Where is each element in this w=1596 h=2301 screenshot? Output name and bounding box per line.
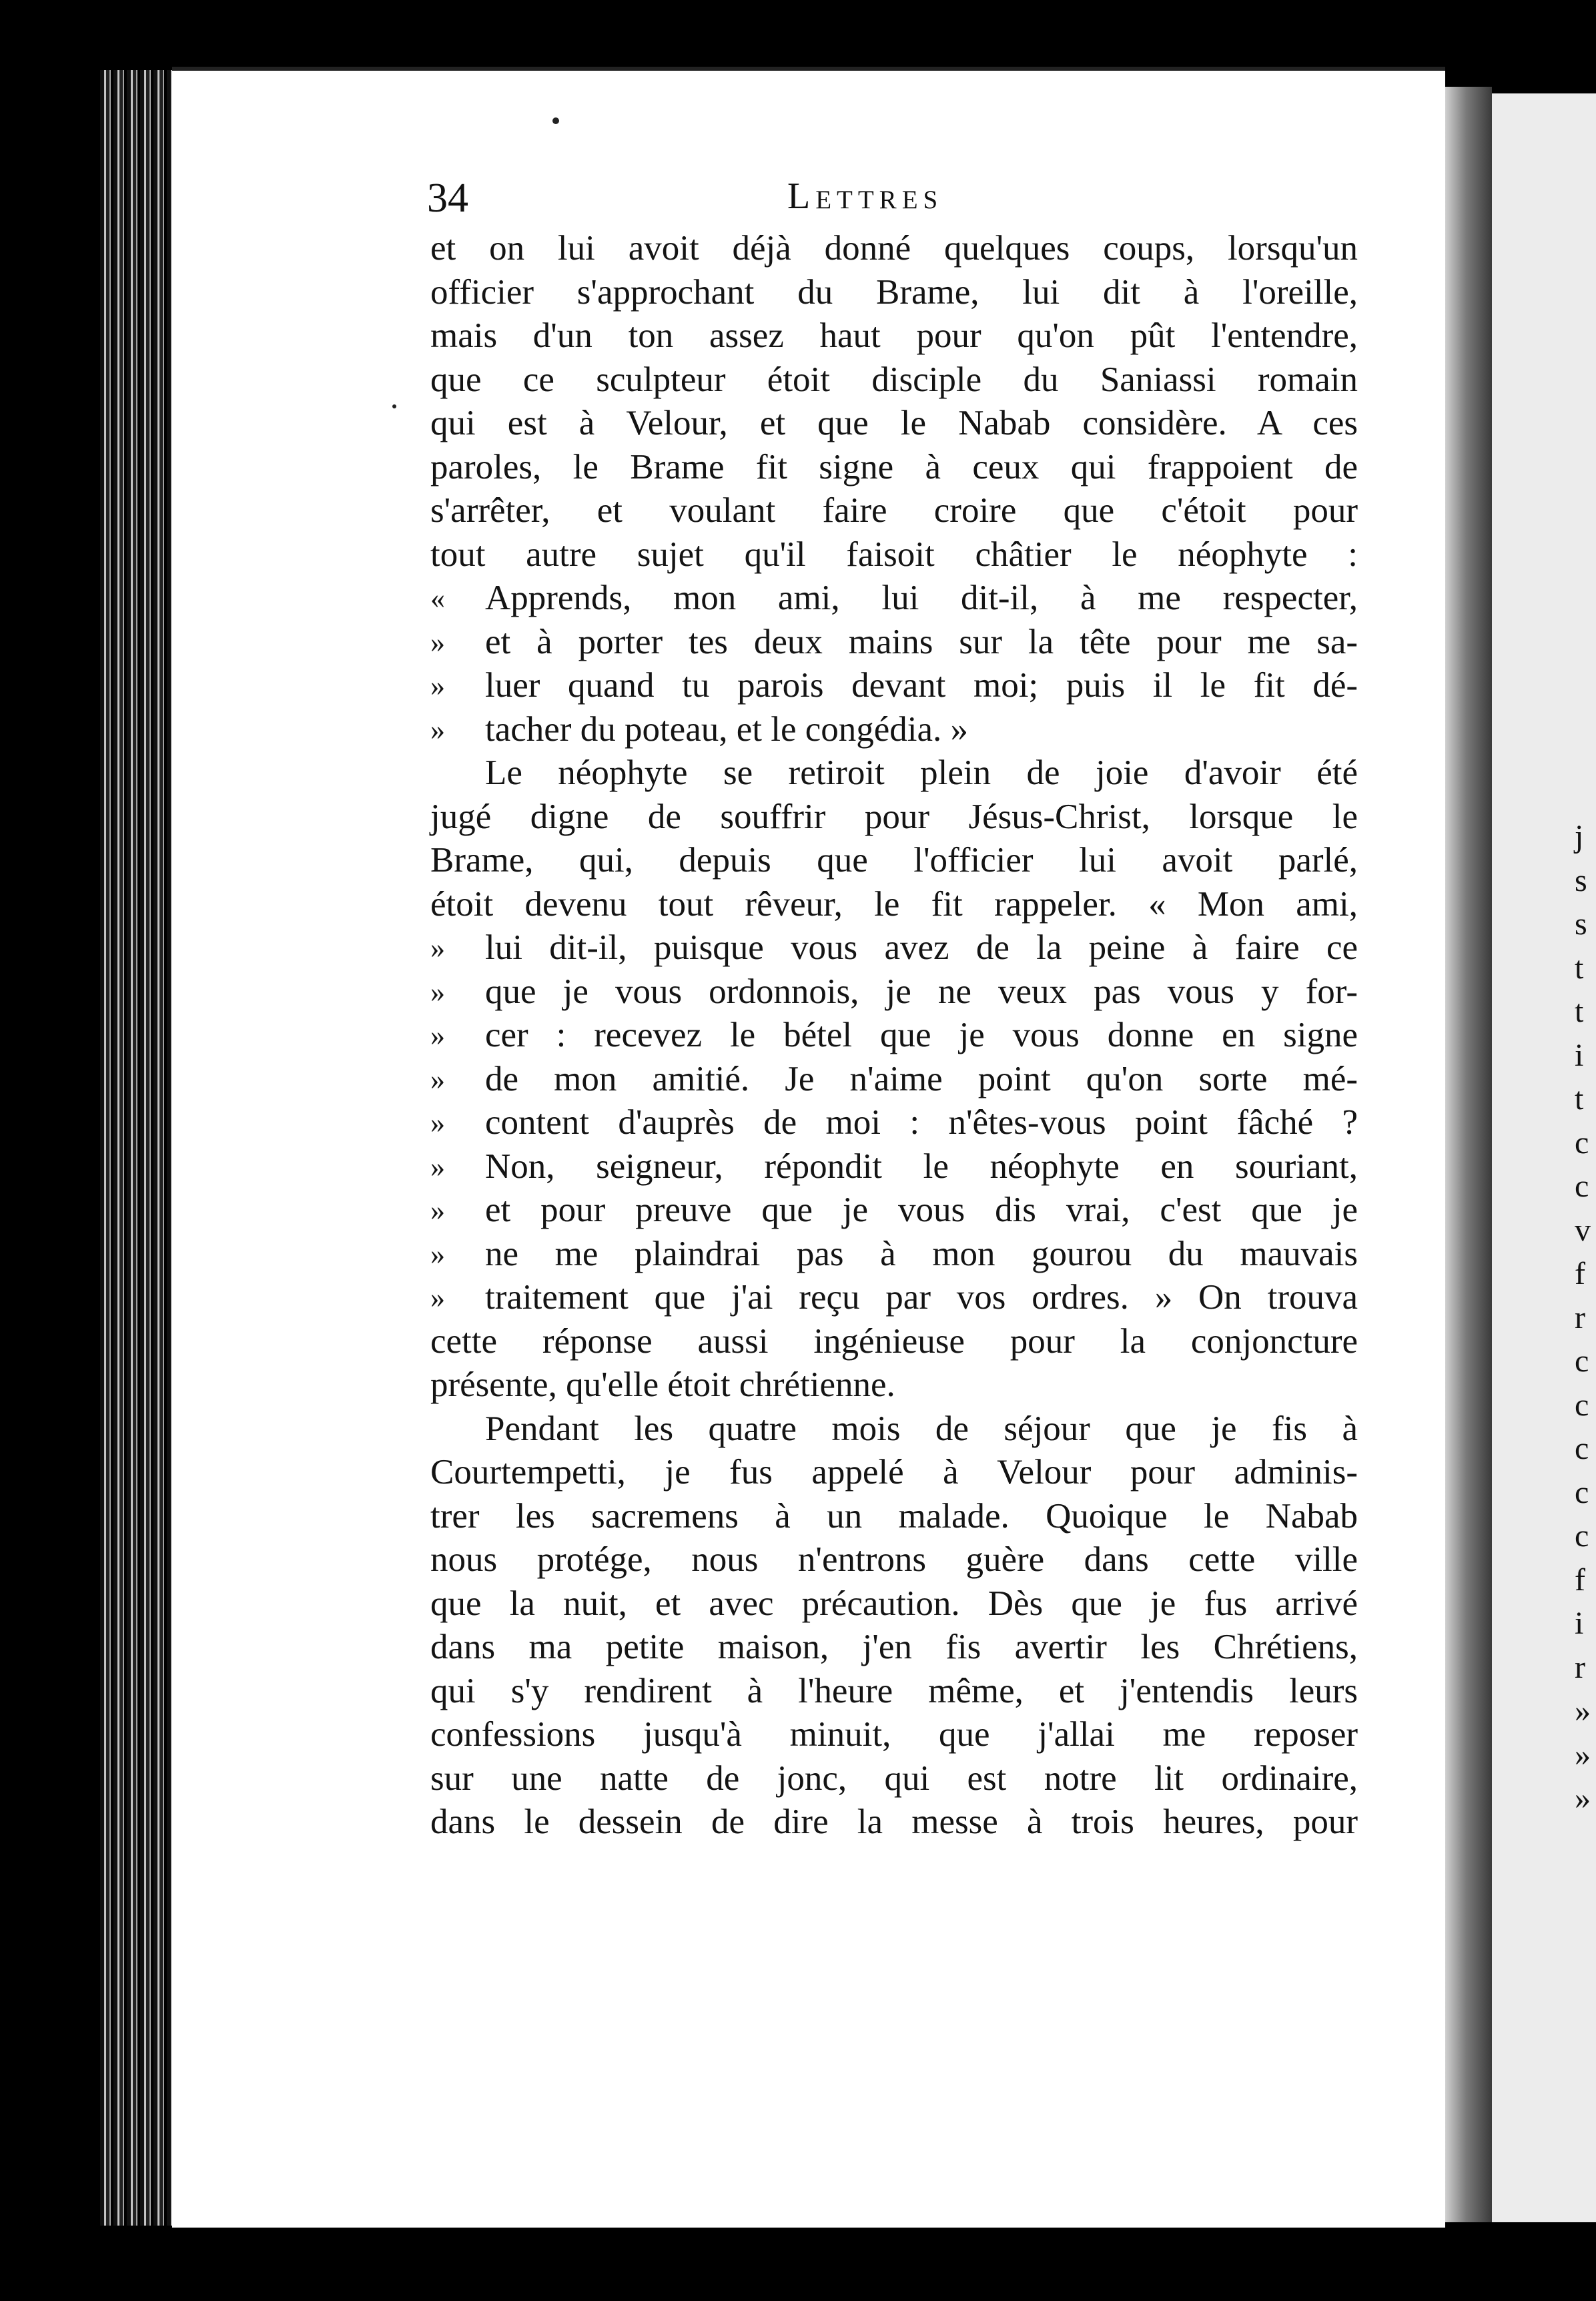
- line-text: qui s'y rendirent à l'heure même, et j'entendis leurs: [430, 1671, 1358, 1710]
- adjacent-page-glyph: r: [1575, 1649, 1585, 1685]
- text-line: [430, 795, 1358, 840]
- ink-speck: [392, 404, 396, 408]
- text-line: [430, 621, 1358, 665]
- line-text: tout autre sujet qu'il faisoit châtier le néophyte :: [430, 535, 1358, 574]
- quote-mark: »: [430, 1106, 445, 1139]
- text-line: [430, 1713, 1358, 1757]
- adjacent-page-glyph: c: [1575, 1518, 1589, 1554]
- adjacent-page-glyph: c: [1575, 1387, 1589, 1423]
- running-title: Lettres: [787, 176, 943, 217]
- quote-mark: »: [430, 1062, 445, 1096]
- text-line: [430, 1538, 1358, 1582]
- body-text: [430, 227, 1358, 1845]
- quote-mark: »: [430, 1281, 445, 1314]
- adjacent-page-glyph: »: [1575, 1780, 1591, 1816]
- text-line: [430, 1495, 1358, 1539]
- running-head: [427, 175, 1361, 228]
- line-text: dans le dessein de dire la messe à trois heures, pour: [430, 1802, 1358, 1841]
- line-text: mais d'un ton assez haut pour qu'on pût l'entendre,: [430, 316, 1358, 355]
- text-line: [430, 664, 1358, 708]
- adjacent-page-glyph: f: [1575, 1256, 1585, 1291]
- text-line: [430, 271, 1358, 315]
- adjacent-page-glyph: s: [1575, 862, 1587, 898]
- adjacent-page-edge: [1492, 93, 1596, 2222]
- text-line: [430, 1670, 1358, 1714]
- line-text: luer quand tu parois devant moi; puis il le fit dé-: [485, 666, 1358, 705]
- line-text: trer les sacremens à un malade. Quoique le Nabab: [430, 1496, 1358, 1536]
- text-line: [430, 577, 1358, 621]
- text-line: [430, 1233, 1358, 1277]
- line-text: traitement que j'ai reçu par vos ordres. » On trouva: [485, 1278, 1358, 1317]
- adjacent-page-glyph: c: [1575, 1124, 1589, 1161]
- text-line: [430, 446, 1358, 490]
- text-line: [430, 1101, 1358, 1145]
- line-text: officier s'approchant du Brame, lui dit à l'oreille,: [430, 272, 1358, 312]
- quote-mark: »: [430, 669, 445, 702]
- line-text: Courtempetti, je fus appelé à Velour pour adminis-: [430, 1453, 1358, 1492]
- line-text: Pendant les quatre mois de séjour que je fis à: [485, 1409, 1358, 1448]
- quote-mark: »: [430, 1237, 445, 1271]
- text-line: [430, 926, 1358, 970]
- adjacent-page-glyph: i: [1575, 1606, 1584, 1641]
- adjacent-page-glyph: c: [1575, 1169, 1589, 1204]
- line-text: que ce sculpteur étoit disciple du Saniassi romain: [430, 360, 1358, 399]
- text-line: [430, 1363, 1358, 1407]
- quote-mark: »: [430, 975, 445, 1008]
- adjacent-page-glyph: r: [1575, 1299, 1585, 1335]
- adjacent-page-glyph: f: [1575, 1562, 1585, 1598]
- adjacent-page-glyph: c: [1575, 1431, 1589, 1466]
- line-text: cer : recevez le bétel que je vous donne en signe: [485, 1016, 1358, 1054]
- line-text: s'arrêter, et voulant faire croire que c'étoit pour: [430, 491, 1358, 530]
- quote-mark: »: [430, 1019, 445, 1052]
- adjacent-page-glyph: i: [1575, 1037, 1584, 1073]
- line-text: paroles, le Brame fit signe à ceux qui frappoient de: [430, 447, 1358, 486]
- line-text: sur une natte de jonc, qui est notre lit ordinaire,: [430, 1758, 1358, 1798]
- quote-mark: »: [430, 625, 445, 659]
- line-text: que je vous ordonnois, je ne veux pas vous y for-: [485, 972, 1358, 1011]
- adjacent-page-glyph: t: [1575, 950, 1584, 986]
- page-gutter-shadow: [1445, 87, 1492, 2222]
- text-line: [430, 533, 1358, 577]
- line-text: Non, seigneur, répondit le néophyte en souriant,: [485, 1146, 1358, 1186]
- ink-speck: [552, 117, 559, 124]
- line-text: de mon amitié. Je n'aime point qu'on sorte mé-: [485, 1059, 1358, 1098]
- text-line: [430, 751, 1358, 795]
- text-line: [430, 883, 1358, 927]
- text-line: [430, 839, 1358, 883]
- adjacent-page-glyph: c: [1575, 1474, 1589, 1510]
- adjacent-page-glyph: »: [1575, 1736, 1591, 1772]
- quote-mark: «: [430, 582, 445, 615]
- text-line: [430, 1407, 1358, 1451]
- line-text: cette réponse aussi ingénieuse pour la conjoncture: [430, 1321, 1358, 1361]
- line-text: confessions jusqu'à minuit, que j'allai me reposer: [430, 1715, 1358, 1754]
- adjacent-page-glyph: »: [1575, 1693, 1591, 1728]
- text-line: [430, 708, 1358, 752]
- quote-mark: »: [430, 713, 445, 746]
- text-line: [430, 1320, 1358, 1364]
- line-text: dans ma petite maison, j'en fis avertir les Chrétiens,: [430, 1628, 1358, 1666]
- text-line: [430, 402, 1358, 446]
- text-line: [430, 1800, 1358, 1845]
- quote-mark: »: [430, 1194, 445, 1227]
- text-line: [430, 314, 1358, 358]
- text-line: [430, 1451, 1358, 1495]
- line-text: jugé digne de souffrir pour Jésus-Christ, lorsque le: [430, 797, 1358, 836]
- line-text: nous protége, nous n'entrons guère dans cette ville: [430, 1540, 1358, 1579]
- text-line: [430, 1058, 1358, 1102]
- text-line: [430, 1014, 1358, 1058]
- line-text: Brame, qui, depuis que l'officier lui avoit parlé,: [430, 841, 1358, 880]
- text-line: [430, 489, 1358, 533]
- line-text: lui dit-il, puisque vous avez de la peine à faire ce: [485, 928, 1358, 967]
- text-line: [430, 1276, 1358, 1320]
- text-line: [430, 1145, 1358, 1189]
- text-line: [430, 1582, 1358, 1626]
- line-text: ne me plaindrai pas à mon gourou du mauvais: [485, 1234, 1358, 1273]
- line-text: content d'auprès de moi : n'êtes-vous point fâché ?: [485, 1103, 1358, 1142]
- text-line: [430, 1626, 1358, 1670]
- line-text: Apprends, mon ami, lui dit-il, à me respecter,: [485, 579, 1358, 617]
- text-line: [430, 1757, 1358, 1801]
- line-text: que la nuit, et avec précaution. Dès que je fus arrivé: [430, 1584, 1358, 1623]
- line-text: tacher du poteau, et le congédia. »: [485, 709, 969, 749]
- text-line: [430, 1189, 1358, 1233]
- adjacent-page-glyph: t: [1575, 1081, 1584, 1116]
- adjacent-page-glyph: c: [1575, 1343, 1589, 1379]
- line-text: présente, qu'elle étoit chrétienne.: [430, 1365, 895, 1404]
- line-text: qui est à Velour, et que le Nabab considère. A ces: [430, 404, 1358, 442]
- line-text: et pour preuve que je vous dis vrai, c'est que je: [485, 1191, 1358, 1229]
- adjacent-page-glyph: t: [1575, 994, 1584, 1029]
- adjacent-page-glyph: v: [1575, 1212, 1591, 1248]
- adjacent-page-glyph: j: [1575, 819, 1584, 854]
- line-text: étoit devenu tout rêveur, le fit rappeler. « Mon ami,: [430, 884, 1358, 924]
- line-text: Le néophyte se retiroit plein de joie d'avoir été: [485, 753, 1358, 792]
- line-text: et on lui avoit déjà donné quelques coups, lorsqu'un: [430, 229, 1358, 268]
- quote-mark: »: [430, 932, 445, 964]
- text-line: [430, 227, 1358, 271]
- text-line: [430, 970, 1358, 1014]
- adjacent-page-glyph: s: [1575, 906, 1587, 942]
- line-text: et à porter tes deux mains sur la tête pour me sa-: [485, 622, 1358, 661]
- page-number: 34: [427, 176, 468, 221]
- quote-mark: »: [430, 1150, 445, 1183]
- text-line: [430, 358, 1358, 402]
